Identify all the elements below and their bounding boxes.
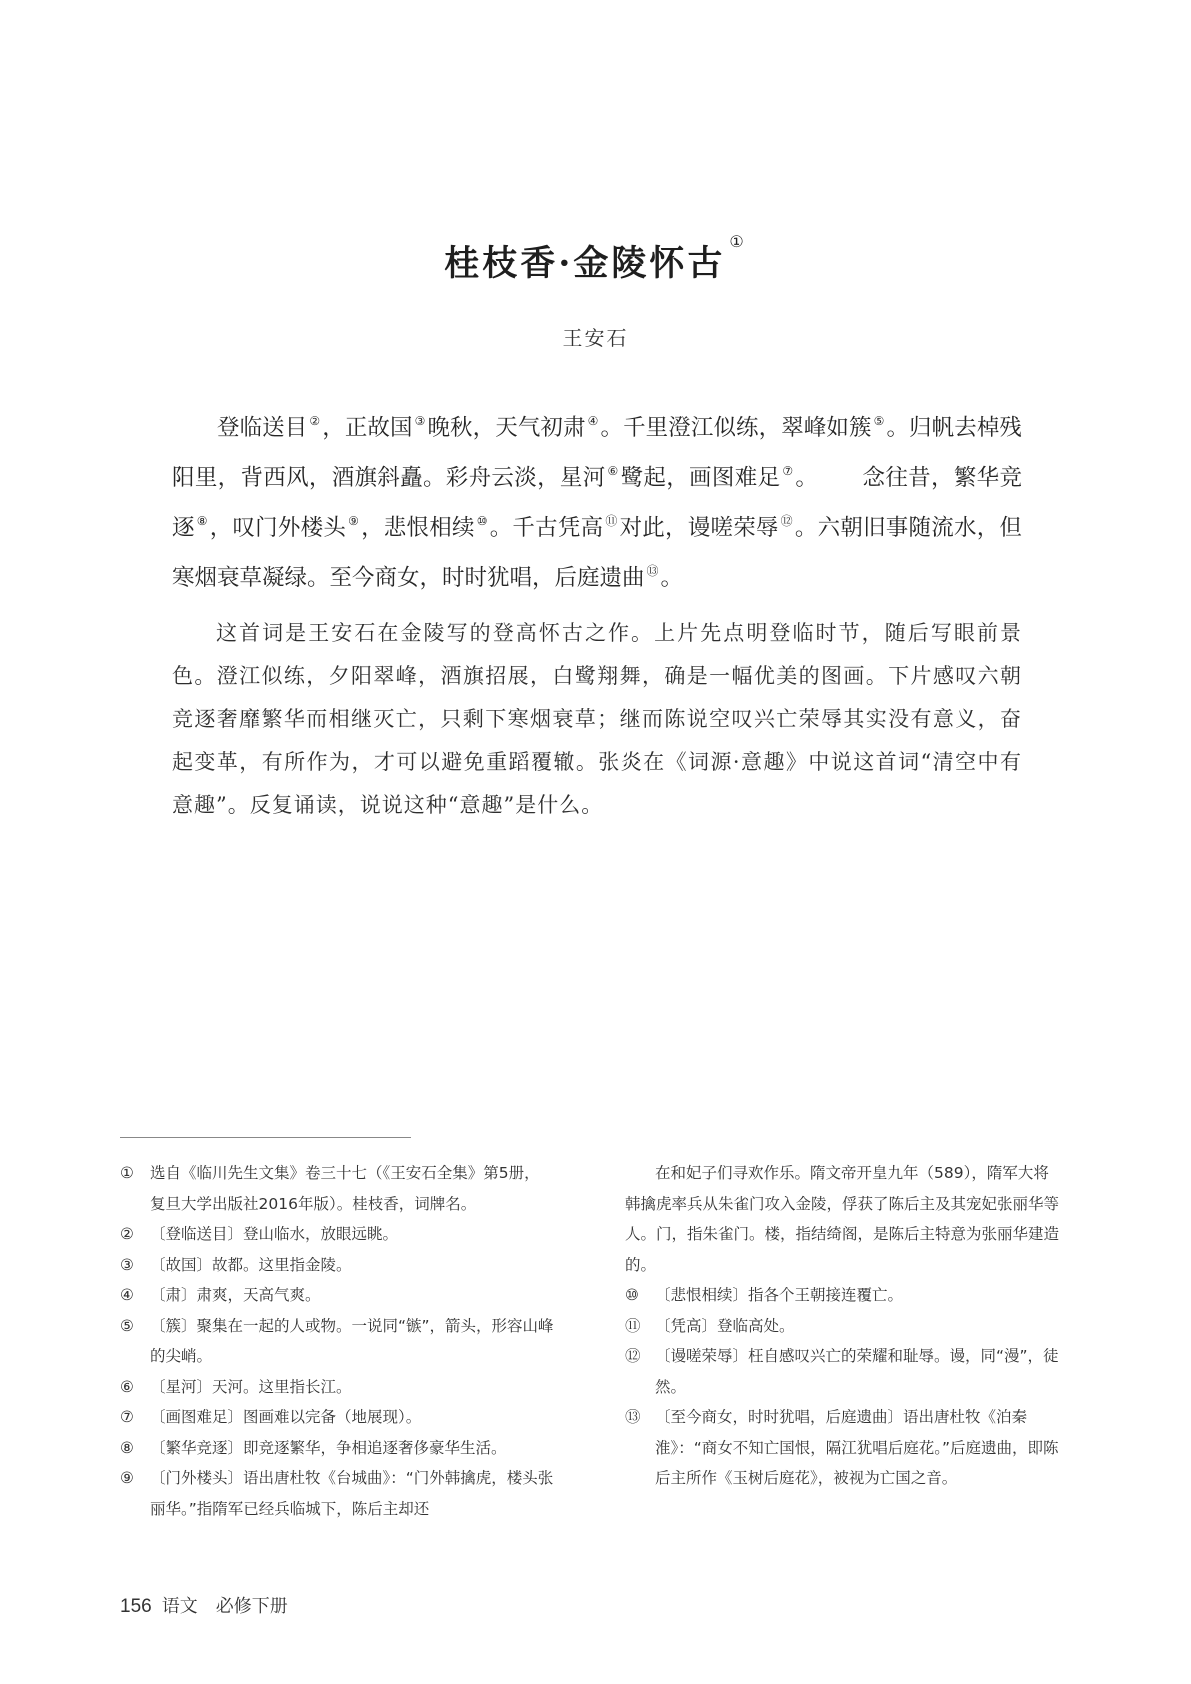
footnote-mark: ③: [414, 414, 426, 428]
footnote-mark: ②: [309, 414, 321, 428]
footnote-number: ⑩: [625, 1286, 639, 1304]
footnote-mark: ⑫: [780, 514, 793, 528]
footnote-text: 〔故国〕故都。这里指金陵。: [150, 1255, 352, 1274]
footnote-item: [625, 1402, 1060, 1494]
poem-segment: 鹭起，画图难足: [620, 465, 781, 491]
footnote-number: ⑪: [625, 1316, 641, 1335]
poem-segment: 。千古凭高: [489, 515, 604, 541]
footnote-item: [120, 1433, 555, 1464]
footnote-divider: [120, 1137, 411, 1138]
poem-segment: ，悲恨相续: [361, 515, 475, 541]
footnote-mark: ⑬: [646, 564, 659, 578]
title-footnote-mark: ①: [729, 232, 747, 251]
footnote-mark: ④: [587, 414, 599, 428]
footnote-text: 〔簇〕聚集在一起的人或物。一说同“镞”，箭头，形容山峰的尖峭。: [150, 1316, 554, 1365]
poem-segment: 。: [660, 565, 684, 591]
poem-title: [0, 232, 1191, 286]
footnote-item: [625, 1280, 1060, 1311]
footnotes-left-column: [120, 1158, 555, 1524]
poem-segment: 念往昔，繁华竞逐: [172, 465, 1022, 541]
footnote-text: 〔谩嗟荣辱〕枉自感叹兴亡的荣耀和耻辱。谩，同“漫”，徒然。: [655, 1347, 1059, 1396]
page-number: 156: [120, 1596, 152, 1617]
poem-segment: 登临送目: [217, 415, 308, 441]
footnote-number: ③: [120, 1255, 134, 1274]
poem-segment: 。归帆去棹残阳里，背西风，酒旗斜矗。彩舟云淡，星河: [172, 415, 1022, 491]
poem-segment: 。: [795, 465, 819, 491]
footnote-number: ①: [120, 1164, 134, 1182]
footnote-mark: ⑩: [476, 514, 488, 528]
poem-segment: 晚秋，天气初肃: [427, 415, 586, 441]
footnote-text: 〔肃〕肃爽，天高气爽。: [150, 1286, 321, 1304]
footnote-item: [120, 1372, 555, 1403]
footnote-item: [625, 1341, 1060, 1402]
study-prompt: [172, 612, 1022, 827]
footnote-mark: ⑦: [782, 464, 794, 478]
footnote-text: 〔凭高〕登临高处。: [655, 1316, 795, 1335]
footnote-text: 〔至今商女，时时犹唱，后庭遗曲〕语出唐杜牧《泊秦淮》：“商女不知亡国恨，隔江犹唱后庭花。”后庭遗曲，即陈后主所作《玉树后庭花》，被视为亡国之音。: [655, 1408, 1059, 1487]
footnote-text: 选自《临川先生文集》卷三十七（《王安石全集》第5册，复旦大学出版社2016年版）。桂枝香，词牌名。: [150, 1164, 540, 1213]
footnote-item: [120, 1402, 555, 1433]
footnote-number: ⑤: [120, 1316, 134, 1335]
poem-body: [172, 400, 1022, 600]
page-footer: [120, 1592, 288, 1618]
footnote-text: 〔星河〕天河。这里指长江。: [150, 1377, 352, 1396]
footnote-item: [120, 1311, 555, 1372]
poem-segment: ，叹门外楼头: [209, 515, 347, 541]
footer-subject: 语文: [161, 1596, 198, 1617]
poem-segment: 。六朝旧事随流水，但寒烟衰草凝绿。至今商女，时时犹唱，后庭遗曲: [172, 515, 1022, 591]
footnote-mark: ⑤: [873, 414, 885, 428]
footnote-continuation: 在和妃子们寻欢作乐。隋文帝开皇九年（589），隋军大将韩擒虎率兵从朱雀门攻入金陵，俘获了陈后主及其宠妃张丽华等人。门，指朱雀门。楼，指结绮阁，是陈后主特意为张丽华建造的。: [625, 1164, 1060, 1274]
footnote-text: 〔悲恨相续〕指各个王朝接连覆亡。: [655, 1286, 904, 1304]
footnote-text: 〔繁华竞逐〕即竞逐繁华，争相追逐奢侈豪华生活。: [150, 1438, 507, 1457]
poem-segment: ，正故国: [322, 415, 413, 441]
footnote-text: 〔登临送目〕登山临水，放眼远眺。: [150, 1225, 399, 1243]
footnote-number: ⑨: [120, 1469, 134, 1487]
footnote-item: [120, 1280, 555, 1311]
footnote-item: [120, 1158, 555, 1219]
poem-text: [172, 400, 1022, 600]
footnote-mark: ⑪: [605, 514, 618, 528]
footnote-number: ⑦: [120, 1408, 134, 1426]
footnote-item: [625, 1311, 1060, 1342]
footnote-item: [120, 1250, 555, 1281]
footnote-mark: ⑥: [607, 464, 619, 478]
poem-segment: 。千里澄江似练，翠峰如簇: [600, 415, 872, 441]
footnote-item: [120, 1219, 555, 1250]
footer-book-title: 必修下册: [215, 1596, 288, 1617]
footnote-number: ②: [120, 1225, 134, 1243]
footnote-number: ⑫: [625, 1347, 641, 1365]
title-text: 桂枝香·金陵怀古: [444, 243, 726, 284]
footnote-text: 〔门外楼头〕语出唐杜牧《台城曲》：“门外韩擒虎，楼头张丽华。”指隋军已经兵临城下，陈后主却还: [150, 1469, 554, 1518]
poem-segment: 对此，谩嗟荣辱: [619, 515, 779, 541]
footnote-number: ④: [120, 1286, 134, 1304]
footnote-number: ⑬: [625, 1408, 641, 1426]
footnote-mark: ⑨: [348, 514, 360, 528]
footnote-number: ⑧: [120, 1438, 134, 1457]
footnote-text: 〔画图难足〕图画难以完备（地展现）。: [150, 1408, 422, 1426]
footnote-item: [120, 1463, 555, 1524]
footnote-mark: ⑧: [196, 514, 208, 528]
footnotes-right-column: [625, 1158, 1060, 1494]
footnote-number: ⑥: [120, 1377, 134, 1396]
poem-author: 王安石: [562, 326, 629, 350]
study-prompt-text: 这首词是王安石在金陵写的登高怀古之作。上片先点明登临时节，随后写眼前景色。澄江似练，夕阳翠峰，酒旗招展，白鹭翔舞，确是一幅优美的图画。下片感叹六朝竞逐奢靡繁华而相继灭亡，只剩下寒烟衰草；继而陈说空叹兴亡荣辱其实没有意义，奋起变革，有所作为，才可以避免重蹈覆辙。张炎在《词源·意趣》中说这首词“清空中有意趣”。反复诵读，说说这种“意趣”是什么。: [172, 621, 1022, 817]
